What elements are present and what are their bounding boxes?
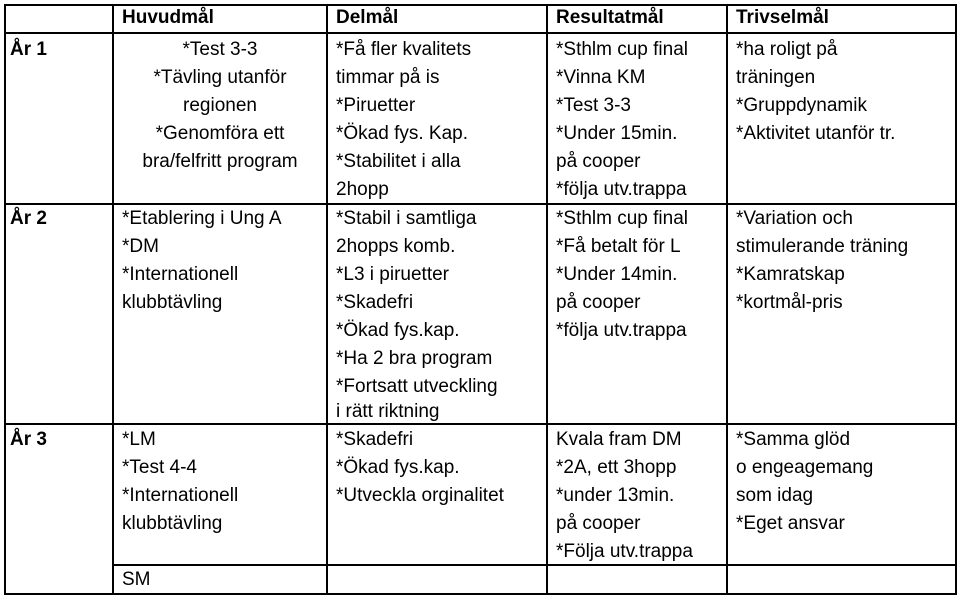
row3-trivselmal-line: *Samma glöd — [736, 429, 851, 450]
row2-delmal-line: *Ha 2 bra program — [336, 348, 493, 369]
border-col4 — [726, 4, 728, 593]
row2-huvudmal — [122, 205, 282, 317]
row1-resultatmal-line: *Vinna KM — [556, 67, 646, 88]
header-huvudmal: Huvudmål — [122, 7, 214, 28]
row2-trivselmal-line: *Variation och — [736, 208, 853, 229]
row1-resultatmal — [556, 36, 688, 204]
row2-delmal-line: *Skadefri — [336, 292, 414, 313]
row1-resultatmal-line: på cooper — [556, 151, 641, 172]
row3-trivselmal — [736, 426, 873, 538]
row3-huvudmal-line: klubbtävling — [122, 513, 223, 534]
row2-delmal-line: *Ökad fys.kap. — [336, 320, 460, 341]
row3-huvudmal-line: *LM — [122, 429, 156, 450]
row1-trivselmal-line: *ha roligt på — [736, 39, 838, 60]
row1-huvudmal-line: *Genomföra ett — [155, 123, 285, 144]
row3-trivselmal-line: *Eget ansvar — [736, 513, 845, 534]
border-left — [4, 4, 6, 593]
row2-delmal-line: *Stabil i samtliga — [336, 208, 477, 229]
row3-delmal-line: *Utveckla orginalitet — [336, 485, 504, 506]
row2-resultatmal-line: *Under 14min. — [556, 264, 678, 285]
row3-resultatmal-line: *2A, ett 3hopp — [556, 457, 677, 478]
row2-delmal-line: *Fortsatt utveckling — [336, 376, 498, 397]
row1-resultatmal-line: *Sthlm cup final — [556, 39, 689, 60]
row2-resultatmal-line: *Sthlm cup final — [556, 208, 689, 229]
row3-resultatmal-line: Kvala fram DM — [556, 429, 682, 450]
row1-delmal-line: *Piruetter — [336, 95, 416, 116]
border-right — [955, 4, 957, 593]
row1-resultatmal-line: *följa utv.trappa — [556, 179, 687, 200]
row3-resultatmal-line: *under 13min. — [556, 485, 675, 506]
row1-delmal-line: *Ökad fys. Kap. — [336, 123, 469, 144]
row2-resultatmal — [556, 205, 688, 345]
row2-huvudmal-line: *Internationell — [122, 264, 239, 285]
row3-delmal — [336, 426, 504, 510]
row1-huvudmal-line: *Tävling utanför — [153, 67, 287, 88]
border-header-bottom — [4, 32, 957, 34]
row1-delmal-line: 2hopp — [336, 179, 389, 200]
row3-delmal-line: *Skadefri — [336, 429, 414, 450]
row1-delmal — [336, 36, 471, 204]
row2-trivselmal-line: *kortmål-pris — [736, 292, 843, 313]
row1-resultatmal-line: *Under 15min. — [556, 123, 678, 144]
row2-trivselmal — [736, 205, 908, 317]
row2-huvudmal-line: klubbtävling — [122, 292, 223, 313]
row3-trivselmal-line: o engeagemang — [736, 457, 874, 478]
row2-resultatmal-line: *Få betalt för L — [556, 236, 681, 257]
row3-trivselmal-line: som idag — [736, 485, 814, 506]
row1-huvudmal-line: bra/felfritt program — [142, 151, 298, 172]
row1-trivselmal-line: *Gruppdynamik — [736, 95, 867, 116]
border-footer-top — [112, 564, 957, 566]
row1-delmal-line: timmar på is — [336, 67, 440, 88]
row3-resultatmal — [556, 426, 693, 566]
border-row2-bottom — [4, 423, 957, 425]
row3-huvudmal-line: *Internationell — [122, 485, 239, 506]
border-col2 — [326, 4, 328, 593]
row1-delmal-line: *Stabilitet i alla — [336, 151, 461, 172]
header-delmal: Delmål — [336, 7, 399, 28]
row-label-ar3: År 3 — [10, 429, 47, 450]
row2-delmal-line: *L3 i piruetter — [336, 264, 450, 285]
row1-huvudmal-line: regionen — [183, 95, 257, 116]
header-trivselmal: Trivselmål — [736, 7, 829, 28]
row3-resultatmal-line: på cooper — [556, 513, 641, 534]
row2-trivselmal-line: *Kamratskap — [736, 264, 845, 285]
row3-resultatmal-line: *Följa utv.trappa — [556, 541, 693, 562]
row1-trivselmal — [736, 36, 895, 148]
row1-resultatmal-line: *Test 3-3 — [556, 95, 631, 116]
row1-trivselmal-line: *Aktivitet utanför tr. — [736, 123, 896, 144]
row1-huvudmal — [114, 36, 326, 176]
row-label-ar1: År 1 — [10, 39, 47, 60]
row1-trivselmal-line: träningen — [736, 67, 816, 88]
row3-huvudmal-line: *Test 4-4 — [122, 457, 197, 478]
border-col3 — [546, 4, 548, 593]
row2-delmal-line: i rätt riktning — [336, 401, 440, 422]
row2-trivselmal-line: stimulerande träning — [736, 236, 909, 257]
row3-delmal-line: *Ökad fys.kap. — [336, 457, 460, 478]
row2-resultatmal-line: *följa utv.trappa — [556, 320, 687, 341]
row2-delmal-line: 2hopps komb. — [336, 236, 456, 257]
row3-huvudmal — [122, 426, 238, 538]
row2-delmal — [336, 205, 498, 423]
row1-huvudmal-line: *Test 3-3 — [182, 39, 258, 60]
row2-huvudmal-line: *Etablering i Ung A — [122, 208, 282, 229]
header-resultatmal: Resultatmål — [556, 7, 664, 28]
row1-delmal-line: *Få fler kvalitets — [336, 39, 472, 60]
row2-resultatmal-line: på cooper — [556, 292, 641, 313]
row-label-ar2: År 2 — [10, 208, 47, 229]
footer-huvudmal: SM — [122, 569, 151, 590]
row2-huvudmal-line: *DM — [122, 236, 159, 257]
